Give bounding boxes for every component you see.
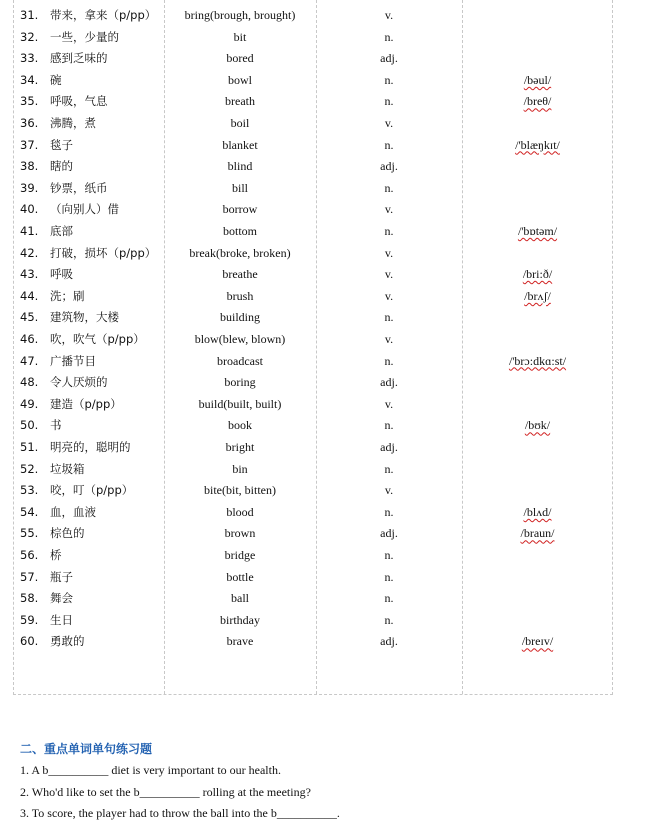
part-of-speech: n. bbox=[384, 310, 394, 325]
row-number: 50. bbox=[20, 418, 39, 433]
table-row bbox=[14, 5, 612, 27]
row-number: 44. bbox=[20, 288, 39, 303]
part-of-speech: n. bbox=[384, 418, 394, 433]
exercise-1: 1. A b__________ diet is very important to our health. bbox=[20, 763, 281, 777]
meaning-text: 桥 bbox=[50, 548, 62, 562]
part-of-speech: v. bbox=[384, 116, 394, 130]
english-word: ball bbox=[231, 591, 249, 606]
row-number: 46. bbox=[20, 332, 39, 346]
english-word: bin bbox=[232, 461, 248, 476]
row-number: 40. bbox=[20, 202, 39, 217]
phonetic-cell bbox=[463, 221, 612, 243]
phonetic: /braun/ bbox=[520, 526, 555, 541]
phonetic-cell bbox=[463, 286, 612, 308]
chinese-meaning bbox=[20, 307, 160, 329]
english-word: bill bbox=[231, 180, 248, 195]
chinese-meaning bbox=[20, 459, 160, 481]
row-number: 53. bbox=[20, 483, 39, 498]
phonetic: /bri:ð/ bbox=[522, 267, 553, 282]
part-of-speech: adj. bbox=[380, 634, 398, 649]
meaning-text: 建筑物，大楼 bbox=[50, 310, 119, 325]
english-word: bright bbox=[225, 440, 255, 454]
section-title: 二、重点单词单句练习题 bbox=[20, 742, 153, 756]
row-number: 45. bbox=[20, 310, 39, 325]
meaning-text: 广播节目 bbox=[50, 353, 96, 368]
part-of-speech: v. bbox=[384, 8, 394, 22]
chinese-meaning bbox=[20, 523, 160, 545]
row-number: 41. bbox=[20, 224, 39, 238]
english-word: bowl bbox=[228, 72, 252, 87]
row-number: 54. bbox=[20, 504, 39, 519]
row-number: 60. bbox=[20, 634, 39, 649]
chinese-meaning bbox=[20, 221, 160, 243]
english-word: borrow bbox=[222, 202, 258, 217]
table-row bbox=[14, 286, 612, 308]
chinese-meaning bbox=[20, 156, 160, 178]
chinese-meaning bbox=[20, 70, 160, 92]
english-word: brush bbox=[226, 288, 254, 303]
part-of-speech: v. bbox=[384, 483, 394, 498]
row-number: 51. bbox=[20, 440, 39, 454]
chinese-meaning bbox=[20, 27, 160, 49]
row-number: 49. bbox=[20, 396, 39, 411]
part-of-speech: n. bbox=[384, 353, 394, 368]
meaning-text: 打破，损坏（p/pp） bbox=[50, 245, 157, 260]
phonetic-cell bbox=[463, 91, 612, 113]
table-row bbox=[14, 437, 612, 459]
part-of-speech: n. bbox=[384, 612, 394, 627]
english-word: book bbox=[228, 418, 252, 433]
table-row bbox=[14, 523, 612, 545]
meaning-text: 沸腾，煮 bbox=[50, 116, 96, 130]
exercise-2: 2. Who'd like to set the b__________ rolling at the meeting? bbox=[20, 785, 311, 799]
chinese-meaning bbox=[20, 567, 160, 589]
row-number: 34. bbox=[20, 72, 39, 87]
part-of-speech: n. bbox=[384, 180, 394, 195]
chinese-meaning bbox=[20, 394, 160, 416]
meaning-text: 感到乏味的 bbox=[50, 51, 108, 66]
chinese-meaning bbox=[20, 588, 160, 610]
table-row bbox=[14, 545, 612, 567]
chinese-meaning bbox=[20, 351, 160, 373]
meaning-text: 明亮的，聪明的 bbox=[50, 440, 131, 454]
table-row bbox=[14, 135, 612, 157]
chinese-meaning bbox=[20, 286, 160, 308]
phonetic-cell bbox=[463, 264, 612, 286]
chinese-meaning bbox=[20, 631, 160, 653]
chinese-meaning bbox=[20, 243, 160, 265]
english-word: birthday bbox=[220, 612, 260, 627]
phonetic: /bʊk/ bbox=[524, 418, 551, 433]
table-row bbox=[14, 48, 612, 70]
part-of-speech: n. bbox=[384, 591, 394, 606]
english-word: blind bbox=[227, 159, 253, 174]
english-word: breath bbox=[225, 94, 255, 109]
meaning-text: （向别人）借 bbox=[50, 202, 119, 217]
part-of-speech: n. bbox=[384, 504, 394, 519]
phonetic-cell bbox=[463, 502, 612, 524]
part-of-speech: v. bbox=[384, 245, 394, 260]
chinese-meaning bbox=[20, 48, 160, 70]
table-row bbox=[14, 113, 612, 135]
meaning-text: 毯子 bbox=[50, 137, 73, 152]
table-row bbox=[14, 156, 612, 178]
table-row bbox=[14, 459, 612, 481]
english-word: bored bbox=[226, 51, 254, 66]
chinese-meaning bbox=[20, 113, 160, 135]
part-of-speech: adj. bbox=[380, 375, 398, 390]
phonetic: /brʌʃ/ bbox=[524, 288, 551, 303]
meaning-text: 令人厌烦的 bbox=[50, 375, 108, 390]
table-row bbox=[14, 221, 612, 243]
meaning-text: 钞票，纸币 bbox=[50, 180, 108, 195]
part-of-speech: adj. bbox=[380, 440, 398, 454]
phonetic: /'blæŋkɪt/ bbox=[515, 137, 560, 152]
row-number: 55. bbox=[20, 526, 39, 541]
meaning-text: 生日 bbox=[50, 612, 73, 627]
english-word: blood bbox=[226, 504, 254, 519]
table-row bbox=[14, 264, 612, 286]
meaning-text: 呼吸，气息 bbox=[50, 94, 108, 109]
english-word: bring(brough, brought) bbox=[184, 8, 296, 22]
part-of-speech: v. bbox=[384, 202, 394, 217]
meaning-text: 垃圾箱 bbox=[50, 461, 85, 476]
part-of-speech: v. bbox=[384, 332, 394, 346]
phonetic-cell bbox=[463, 631, 612, 653]
meaning-text: 底部 bbox=[50, 224, 73, 238]
meaning-text: 血，血液 bbox=[50, 504, 96, 519]
english-word: break(broke, broken) bbox=[189, 245, 291, 260]
row-number: 35. bbox=[20, 94, 39, 109]
english-word: blanket bbox=[222, 137, 258, 152]
table-row bbox=[14, 502, 612, 524]
row-number: 31. bbox=[20, 8, 39, 22]
table-row bbox=[14, 27, 612, 49]
english-word: boil bbox=[230, 116, 250, 130]
chinese-meaning bbox=[20, 329, 160, 351]
row-number: 57. bbox=[20, 569, 39, 584]
table-row bbox=[14, 372, 612, 394]
table-row bbox=[14, 307, 612, 329]
row-number: 48. bbox=[20, 375, 39, 390]
phonetic-cell bbox=[463, 70, 612, 92]
row-number: 38. bbox=[20, 159, 39, 174]
part-of-speech: n. bbox=[384, 569, 394, 584]
table-row bbox=[14, 610, 612, 632]
meaning-text: 碗 bbox=[50, 72, 62, 87]
chinese-meaning bbox=[20, 480, 160, 502]
phonetic: /'brɔ:dkɑ:st/ bbox=[508, 353, 567, 368]
part-of-speech: n. bbox=[384, 461, 394, 476]
table-row bbox=[14, 567, 612, 589]
meaning-text: 棕色的 bbox=[50, 526, 85, 541]
exercise-3: 3. To score, the player had to throw the ball into the b__________. bbox=[20, 806, 340, 820]
chinese-meaning bbox=[20, 199, 160, 221]
part-of-speech: n. bbox=[384, 29, 394, 44]
meaning-text: 一些，少量的 bbox=[50, 29, 119, 44]
row-number: 33. bbox=[20, 51, 39, 66]
row-number: 39. bbox=[20, 180, 39, 195]
phonetic: /bəul/ bbox=[523, 72, 552, 87]
english-word: brown bbox=[224, 526, 256, 541]
chinese-meaning bbox=[20, 610, 160, 632]
phonetic: /blʌd/ bbox=[523, 504, 552, 519]
table-row bbox=[14, 415, 612, 437]
english-word: build(built, built) bbox=[198, 396, 282, 411]
english-word: building bbox=[219, 310, 260, 325]
phonetic: /breθ/ bbox=[523, 94, 552, 109]
chinese-meaning bbox=[20, 91, 160, 113]
meaning-text: 舞会 bbox=[50, 591, 73, 606]
english-word: bit bbox=[233, 29, 247, 44]
table-row bbox=[14, 351, 612, 373]
phonetic-cell bbox=[463, 135, 612, 157]
row-number: 37. bbox=[20, 137, 39, 152]
english-word: boring bbox=[224, 375, 256, 390]
chinese-meaning bbox=[20, 415, 160, 437]
part-of-speech: adj. bbox=[380, 159, 398, 174]
meaning-text: 建造（p/pp） bbox=[50, 396, 122, 411]
part-of-speech: adj. bbox=[380, 51, 398, 66]
english-word: blow(blew, blown) bbox=[194, 332, 286, 346]
chinese-meaning bbox=[20, 135, 160, 157]
english-word: bite(bit, bitten) bbox=[204, 483, 276, 498]
english-word: brave bbox=[226, 634, 254, 649]
part-of-speech: n. bbox=[384, 137, 394, 152]
row-number: 56. bbox=[20, 548, 39, 562]
table-row bbox=[14, 588, 612, 610]
row-number: 36. bbox=[20, 116, 39, 130]
meaning-text: 洗；刷 bbox=[50, 288, 85, 303]
part-of-speech: n. bbox=[384, 94, 394, 109]
meaning-text: 瓶子 bbox=[50, 569, 73, 584]
chinese-meaning bbox=[20, 502, 160, 524]
part-of-speech: adj. bbox=[380, 526, 398, 541]
part-of-speech: n. bbox=[384, 224, 394, 238]
phonetic-cell bbox=[463, 415, 612, 437]
chinese-meaning bbox=[20, 5, 160, 27]
table-row bbox=[14, 243, 612, 265]
chinese-meaning bbox=[20, 437, 160, 459]
english-word: broadcast bbox=[217, 353, 263, 368]
table-row bbox=[14, 329, 612, 351]
english-word: bottle bbox=[226, 569, 254, 584]
table-row bbox=[14, 199, 612, 221]
part-of-speech: v. bbox=[384, 267, 394, 282]
meaning-text: 呼吸 bbox=[50, 267, 73, 282]
phonetic-cell bbox=[463, 351, 612, 373]
meaning-text: 勇敢的 bbox=[50, 634, 85, 649]
meaning-text: 瞎的 bbox=[50, 159, 73, 174]
row-number: 59. bbox=[20, 612, 39, 627]
english-word: bottom bbox=[222, 224, 257, 238]
phonetic: /'bɒtəm/ bbox=[517, 224, 558, 238]
meaning-text: 带来，拿来（p/pp） bbox=[50, 8, 157, 22]
english-word: bridge bbox=[224, 548, 256, 562]
part-of-speech: n. bbox=[384, 548, 394, 562]
table-row bbox=[14, 70, 612, 92]
vocabulary-table bbox=[13, 0, 613, 695]
row-number: 58. bbox=[20, 591, 39, 606]
chinese-meaning bbox=[20, 372, 160, 394]
part-of-speech: v. bbox=[384, 396, 394, 411]
table-row bbox=[14, 178, 612, 200]
chinese-meaning bbox=[20, 178, 160, 200]
row-number: 47. bbox=[20, 353, 39, 368]
part-of-speech: v. bbox=[384, 288, 394, 303]
meaning-text: 咬，叮（p/pp） bbox=[50, 483, 134, 498]
part-of-speech: n. bbox=[384, 72, 394, 87]
table-row bbox=[14, 91, 612, 113]
row-number: 52. bbox=[20, 461, 39, 476]
meaning-text: 吹，吹气（p/pp） bbox=[50, 332, 145, 346]
meaning-text: 书 bbox=[50, 418, 62, 433]
table-row bbox=[14, 394, 612, 416]
chinese-meaning bbox=[20, 264, 160, 286]
phonetic: /breɪv/ bbox=[521, 634, 554, 649]
table-row bbox=[14, 631, 612, 653]
phonetic-cell bbox=[463, 523, 612, 545]
english-word: breathe bbox=[222, 267, 258, 282]
row-number: 43. bbox=[20, 267, 39, 282]
chinese-meaning bbox=[20, 545, 160, 567]
table-row bbox=[14, 480, 612, 502]
row-number: 42. bbox=[20, 245, 39, 260]
row-number: 32. bbox=[20, 29, 39, 44]
